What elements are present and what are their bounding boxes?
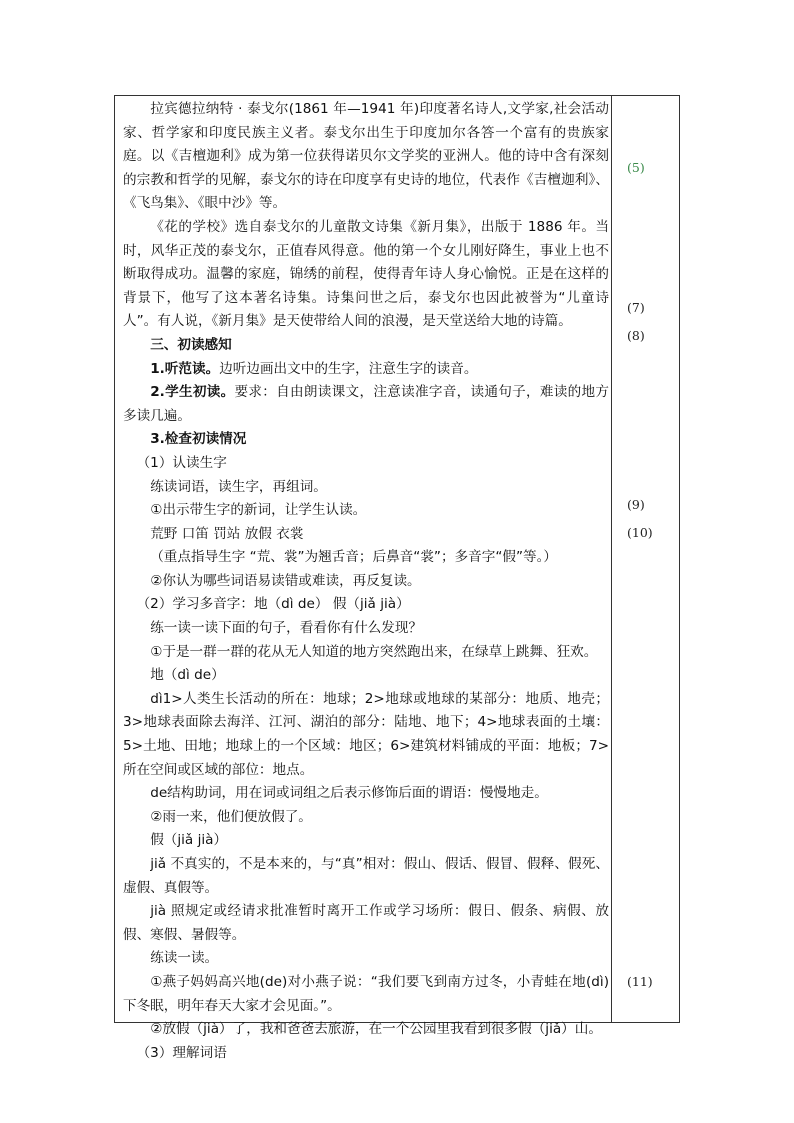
- sub-2-title: （2）学习多音字：地（dì de） 假（jiǎ jià）: [136, 596, 410, 613]
- step-1: [123, 358, 609, 382]
- practice-read: 练读一读。: [150, 950, 219, 967]
- jia3-meaning: jiǎ 不真实的，不是本来的，与“真”相对：假山、假话、假冒、假释、假死、虚假、真假等。: [123, 856, 609, 896]
- lesson-table: [114, 95, 680, 1061]
- new-words-list: 荒野 口笛 罚站 放假 衣裳: [150, 525, 304, 542]
- practice-sentence-1: ①燕子妈妈高兴地(de)对小燕子说：“我们要飞到南方过冬，小青蛙在地(dì)下冬眠，明年春天大家才会见面。”。: [123, 973, 609, 1014]
- de-meaning: de结构助词，用在词或词组之后表示修饰后面的谓语：慢慢地走。: [150, 785, 548, 802]
- read-sentences-prompt: 练一读一读下面的句子，看看你有什么发现？: [150, 620, 423, 637]
- note-mark-7: (7): [627, 300, 645, 315]
- polyphone-di: 地（dì de）: [150, 667, 225, 684]
- step-3-title: 3.检查初读情况: [150, 431, 247, 448]
- polyphone-jia: 假（jiǎ jià）: [150, 832, 228, 849]
- column-divider: [611, 96, 612, 1022]
- note-mark-5: (5): [627, 160, 645, 175]
- example-sentence-2: ②雨一来，他们便放假了。: [150, 808, 312, 825]
- show-new-words: ①出示带生字的新词，让学生认读。: [150, 502, 367, 519]
- note-mark-9: (9): [627, 497, 645, 512]
- note-mark-11: (11): [627, 974, 653, 989]
- example-sentence-1: ①于是一群一群的花从无人知道的地方突然跑出来，在绿草上跳舞、狂欢。: [150, 643, 598, 660]
- note-mark-10: (10): [627, 525, 653, 540]
- step-2-title: 2.学生初读。: [150, 384, 235, 401]
- section-heading: 三、初读感知: [150, 336, 232, 353]
- book-background: 《花的学校》选自泰戈尔的儿童散文诗集《新月集》，出版于 1886 年。当时，风华正茂的泰戈尔，正值春风得意。他的第一个女儿刚好降生，事业上也不断取得成功。温馨的家庭，锦绣的前程，使得青年诗人身心愉悦。正是在这样的背景下，他写了这本著名诗集。诗集问世之后，泰戈尔也因此被誉为“儿童诗人”。有人说，《新月集》是天使带给人间的浪漫，是天堂送给大地的诗篇。: [123, 218, 609, 330]
- jia4-meaning: jià 照规定或经请求批准暂时离开工作或学习场所：假日、假条、病假、放假、寒假、暑假等。: [123, 903, 609, 943]
- sub-1-title: （1）认读生字: [136, 454, 227, 471]
- step-1-text: 边听边画出文中的生字，注意生字的读音。: [219, 360, 478, 377]
- practice-instruction: 练读词语，读生字，再组词。: [150, 478, 327, 495]
- reread-instruction: ②你认为哪些词语易读错或难读，再反复读。: [150, 572, 421, 589]
- di-meanings: dì1>人类生长活动的所在：地球；2>地球或地球的某部分：地质、地壳；3>地球表面除去海洋、江河、湖泊的部分：陆地、地下；4>地球表面的土壤：5>土地、田地；地球上的一个区域：地区；6>建筑材料铺成的平面：地板；7>所在空间或区域的部位：地点。: [123, 690, 609, 778]
- step-2-text: 要求：自由朗读课文，注意读准字音，读通句子，难读的地方多读几遍。: [123, 384, 610, 424]
- step-1-title: 1.听范读。: [150, 360, 220, 377]
- step-2: [123, 381, 609, 428]
- note-mark-8: (8): [627, 328, 645, 343]
- sub-3-title: （3）理解词语: [136, 1044, 227, 1061]
- practice-sentence-2: ②放假（jià）了，我和爸爸去旅游，在一个公园里我看到很多假（jiǎ）山。: [150, 1021, 602, 1038]
- author-intro: 拉宾德拉纳特 · 泰戈尔(1861 年—1941 年)印度著名诗人,文学家,社会活动家、哲学家和印度民族主义者。泰戈尔出生于印度加尔各答一个富有的贵族家庭。以《吉檀迦利》成为第一位获得诺贝尔文学奖的亚洲人。他的诗中含有深刻的宗教和哲学的见解，泰戈尔的诗在印度享有史诗的地位，代表作《吉檀迦利》、《飞鸟集》、《眼中沙》等。: [123, 101, 609, 212]
- pronunciation-guide: （重点指导生字 “荒、裳”为翘舌音；后鼻音“裳”；多音字“假”等。）: [150, 549, 557, 566]
- lesson-content: [123, 98, 609, 1065]
